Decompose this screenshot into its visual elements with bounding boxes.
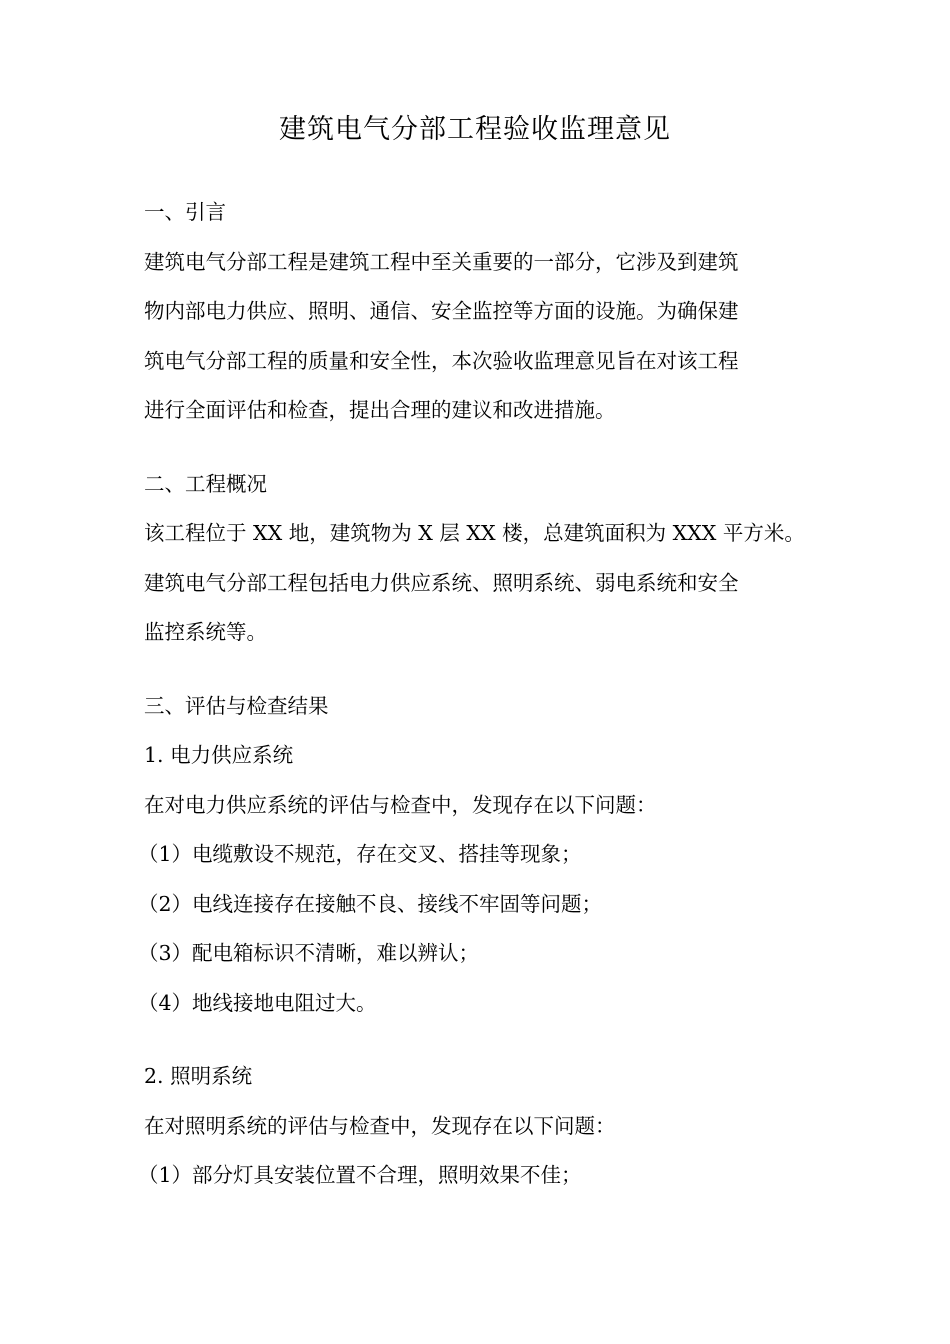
paragraph-line: 监控系统等。 (144, 620, 267, 644)
section-heading-results: 三、评估与检查结果 (144, 693, 329, 718)
document-title: 建筑电气分部工程验收监理意见 (279, 114, 671, 145)
power-issue-list (138, 830, 824, 1028)
subheading-power-supply: 1. 电力供应系统 (144, 743, 294, 767)
power-intro: 在对电力供应系统的评估与检查中，发现存在以下问题： (144, 792, 657, 817)
section-heading-overview: 二、工程概况 (144, 471, 267, 496)
paragraph-line: 筑电气分部工程的质量和安全性，本次验收监理意见旨在对该工程 (144, 348, 739, 373)
section-spacer (144, 658, 824, 682)
subheading-lighting: 2. 照明系统 (144, 1064, 253, 1088)
list-item: （4）地线接地电阻过大。 (138, 990, 377, 1015)
paragraph-line: 建筑电气分部工程是建筑工程中至关重要的一部分，它涉及到建筑 (144, 249, 739, 274)
paragraph-line: 进行全面评估和检查，提出合理的建议和改进措施。 (144, 398, 616, 422)
section-spacer (144, 436, 824, 460)
overview-paragraph (144, 509, 824, 658)
paragraph-line: 建筑电气分部工程包括电力供应系统、照明系统、弱电系统和安全 (144, 570, 739, 595)
section-heading-intro: 一、引言 (144, 200, 226, 224)
document-body (138, 188, 824, 1201)
section-spacer (144, 1028, 824, 1052)
lighting-issue-list (138, 1151, 824, 1201)
list-item: （3）配电箱标识不清晰，难以辨认； (138, 941, 480, 965)
intro-paragraph (144, 238, 824, 436)
list-item: （2）电线连接存在接触不良、接线不牢固等问题； (138, 891, 603, 916)
paragraph-line: 物内部电力供应、照明、通信、安全监控等方面的设施。为确保建 (144, 299, 739, 323)
lighting-intro: 在对照明系统的评估与检查中，发现存在以下问题： (144, 1113, 616, 1138)
list-item: （1）电缆敷设不规范，存在交叉、搭挂等现象； (138, 842, 582, 866)
paragraph-line: 该工程位于 XX 地，建筑物为 X 层 XX 楼，总建筑面积为 XXX 平方米。 (144, 521, 805, 545)
list-item: （1）部分灯具安装位置不合理，照明效果不佳； (138, 1163, 582, 1187)
